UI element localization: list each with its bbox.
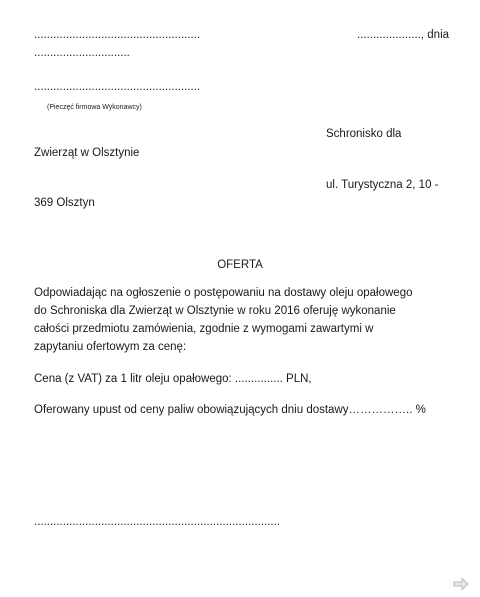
- seal-dotted-line: ....................................................: [34, 29, 201, 41]
- recipient-line-1: Schronisko dla: [326, 128, 402, 140]
- document-title: OFERTA: [217, 259, 263, 271]
- recipient-line-2: Zwierząt w Olsztynie: [34, 147, 140, 159]
- intro-line: zapytaniu ofertowym za cenę:: [34, 341, 187, 353]
- seal-dotted-line-2: ....................................................: [34, 81, 201, 93]
- discount-line: Oferowany upust od ceny paliw obowiązujących dniu dostawy…………….. %: [34, 404, 426, 416]
- recipient-line-3: ul. Turystyczna 2, 10 -: [326, 179, 439, 191]
- intro-line: Odpowiadając na ogłoszenie o postępowaniu na dostawy oleju opałowego: [34, 287, 413, 299]
- intro-line: do Schroniska dla Zwierząt w Olsztynie w roku 2016 oferuję wykonanie: [34, 305, 396, 317]
- intro-paragraph: [34, 284, 454, 356]
- signature-line: .............................................................................: [34, 516, 281, 528]
- date-dotted-line: ..............................: [34, 47, 130, 59]
- place-date-field: ...................., dnia: [357, 29, 450, 41]
- price-line: Cena (z VAT) za 1 litr oleju opałowego: ............... PLN,: [34, 373, 312, 385]
- intro-line: całości przedmiotu zamówienia, zgodnie z wymogami zawartymi w: [34, 323, 374, 335]
- seal-caption: (Pieczęć firmowa Wykonawcy): [47, 104, 142, 111]
- next-page-arrow-icon[interactable]: [453, 577, 469, 591]
- recipient-line-4: 369 Olsztyn: [34, 197, 95, 209]
